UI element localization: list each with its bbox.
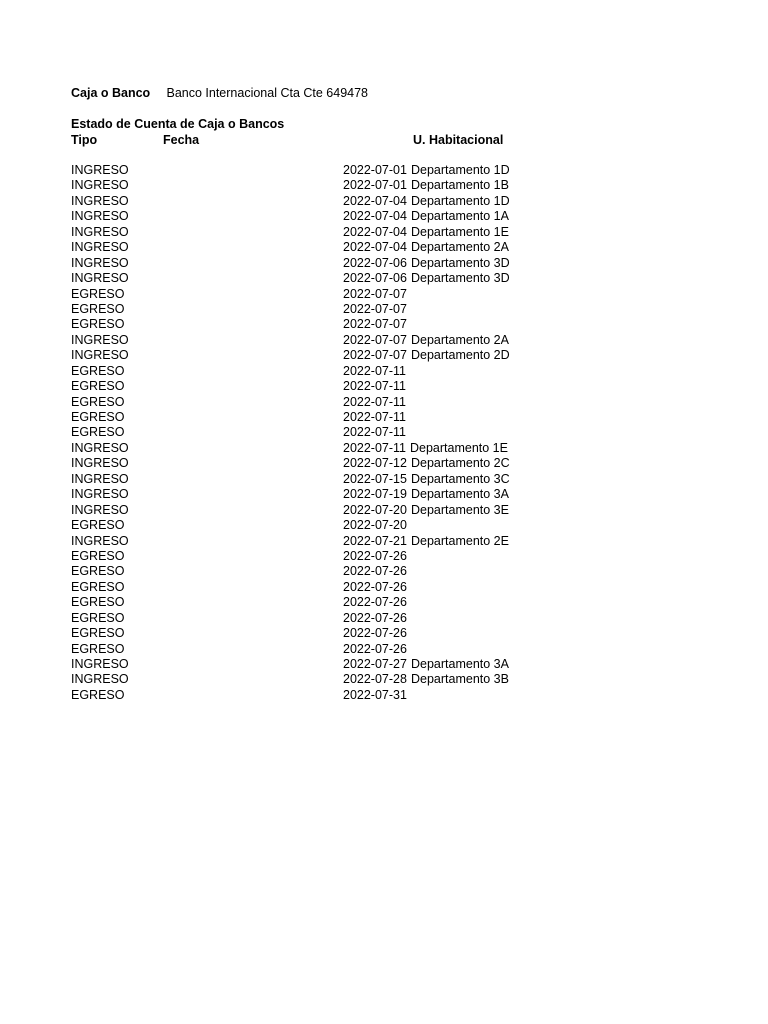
table-row [71,472,541,487]
bank-info [71,86,368,100]
table-row [71,534,541,549]
report-title: Estado de Cuenta de Caja o Bancos [71,117,285,131]
cell-unidad: Departamento 3D [411,271,510,286]
cell-fecha: 2022-07-20 [343,502,407,517]
table-row [71,595,541,610]
cell-unidad: Departamento 3A [411,487,509,502]
cell-fecha: 2022-07-27 [343,657,407,671]
cell-tipo: INGRESO [71,487,129,502]
table-row [71,333,541,348]
cell-fecha: 2022-07-31 [343,687,407,702]
table-row [71,348,541,363]
cell-fecha: 2022-07-04 [343,224,407,239]
cell-fecha: 2022-07-26 [343,595,407,610]
cell-fecha: 2022-07-26 [343,641,407,656]
table-row [71,657,541,672]
cell-fecha: 2022-07-12 [343,456,407,471]
cell-fecha: 2022-07-07 [343,286,407,301]
cell-tipo: EGRESO [71,641,125,656]
cell-tipo: EGRESO [71,518,125,533]
cell-fecha: 2022-07-15 [343,471,407,486]
table-row [71,688,541,703]
cell-tipo: INGRESO [71,178,129,193]
cell-tipo: EGRESO [71,363,125,378]
cell-tipo: INGRESO [71,224,129,239]
cell-unidad: Departamento 2C [411,456,510,471]
cell-fecha: 2022-07-01 [343,163,407,177]
cell-tipo: INGRESO [71,332,129,347]
cell-unidad: Departamento 3A [411,657,509,671]
cell-tipo: EGRESO [71,410,125,424]
cell-tipo: INGRESO [71,440,129,455]
cell-tipo: INGRESO [71,240,129,255]
table-row [71,240,541,255]
cell-fecha: 2022-07-11 [343,379,407,394]
cell-unidad: Departamento 2E [411,533,509,548]
column-header-tipo: Tipo [71,133,98,147]
cell-tipo: EGRESO [71,687,125,702]
cell-unidad: Departamento 3E [411,502,509,517]
cell-tipo: EGRESO [71,301,125,316]
cell-tipo: INGRESO [71,672,129,687]
table-row [71,518,541,533]
bank-label: Caja o Banco [71,86,151,100]
cell-unidad: Departamento 3D [411,255,510,270]
cell-fecha: 2022-07-26 [343,626,407,641]
cell-unidad: Departamento 2A [411,240,509,255]
cell-fecha: 2022-07-11 [343,394,407,409]
cell-tipo: INGRESO [71,471,129,486]
cell-fecha: 2022-07-20 [343,518,407,533]
cell-fecha: 2022-07-11 [343,363,407,378]
bank-account-name: Banco Internacional Cta Cte 649478 [166,86,369,100]
cell-unidad: Departamento 1E [411,224,509,239]
cell-fecha: 2022-07-26 [343,564,407,579]
cell-tipo: EGRESO [71,626,125,641]
column-header-unidad: U. Habitacional [413,133,504,147]
table-row [71,364,541,379]
cell-tipo: INGRESO [71,533,129,548]
table-row [71,564,541,579]
table-row [71,410,541,425]
table-row [71,642,541,657]
cell-tipo: EGRESO [71,548,125,563]
cell-fecha: 2022-07-04 [343,240,407,255]
cell-tipo: EGRESO [71,317,125,332]
cell-unidad: Departamento 2D [411,348,510,363]
cell-unidad: Departamento 1B [411,178,509,193]
table-row [71,549,541,564]
cell-tipo: EGRESO [71,394,125,409]
cell-tipo: INGRESO [71,255,129,270]
cell-fecha: 2022-07-06 [343,255,407,270]
table-row [71,395,541,410]
cell-fecha: 2022-07-26 [343,610,407,625]
cell-fecha: 2022-07-11 [343,440,407,455]
cell-fecha: 2022-07-07 [343,317,407,332]
cell-unidad: Departamento 1A [411,209,509,224]
cell-tipo: EGRESO [71,595,125,610]
cell-fecha: 2022-07-04 [343,193,407,208]
cell-fecha: 2022-07-07 [343,332,407,347]
cell-tipo: EGRESO [71,610,125,625]
table-row [71,209,541,224]
table-row [71,302,541,317]
table-row [71,425,541,440]
table-row [71,225,541,240]
cell-tipo: EGRESO [71,379,125,394]
cell-tipo: INGRESO [71,348,129,363]
table-row [71,178,541,193]
cell-unidad: Departamento 1D [411,193,510,208]
table-row [71,287,541,302]
cell-fecha: 2022-07-11 [343,425,407,440]
table-row [71,672,541,687]
cell-tipo: EGRESO [71,425,125,440]
cell-fecha: 2022-07-26 [343,548,407,563]
cell-fecha: 2022-07-19 [343,487,407,502]
cell-fecha: 2022-07-28 [343,672,407,687]
cell-tipo: INGRESO [71,657,129,671]
table-header [71,133,531,149]
cell-fecha: 2022-07-26 [343,579,407,594]
cell-unidad: Departamento 3B [411,672,509,687]
cell-tipo: EGRESO [71,579,125,594]
table-row [71,379,541,394]
cell-unidad: Departamento 1D [411,163,510,177]
cell-tipo: EGRESO [71,286,125,301]
cell-tipo: EGRESO [71,564,125,579]
table-row [71,317,541,332]
column-header-fecha: Fecha [163,133,200,147]
table-row [71,611,541,626]
table-row [71,194,541,209]
cell-tipo: INGRESO [71,456,129,471]
cell-tipo: INGRESO [71,193,129,208]
cell-tipo: INGRESO [71,271,129,286]
cell-fecha: 2022-07-21 [343,533,407,548]
cell-fecha: 2022-07-06 [343,271,407,286]
cell-fecha: 2022-07-11 [343,410,407,424]
cell-tipo: INGRESO [71,502,129,517]
cell-fecha: 2022-07-07 [343,301,407,316]
table-row [71,271,541,286]
cell-tipo: INGRESO [71,209,129,224]
cell-fecha: 2022-07-01 [343,178,407,193]
cell-unidad: Departamento 1E [410,440,508,455]
table-row [71,487,541,502]
cell-fecha: 2022-07-04 [343,209,407,224]
transaction-list [71,163,541,703]
table-row [71,456,541,471]
cell-tipo: INGRESO [71,163,129,177]
cell-unidad: Departamento 2A [411,332,509,347]
table-row [71,626,541,641]
table-row [71,256,541,271]
table-row [71,503,541,518]
cell-fecha: 2022-07-07 [343,348,407,363]
table-row [71,441,541,456]
table-row [71,580,541,595]
table-row [71,163,541,178]
cell-unidad: Departamento 3C [411,471,510,486]
